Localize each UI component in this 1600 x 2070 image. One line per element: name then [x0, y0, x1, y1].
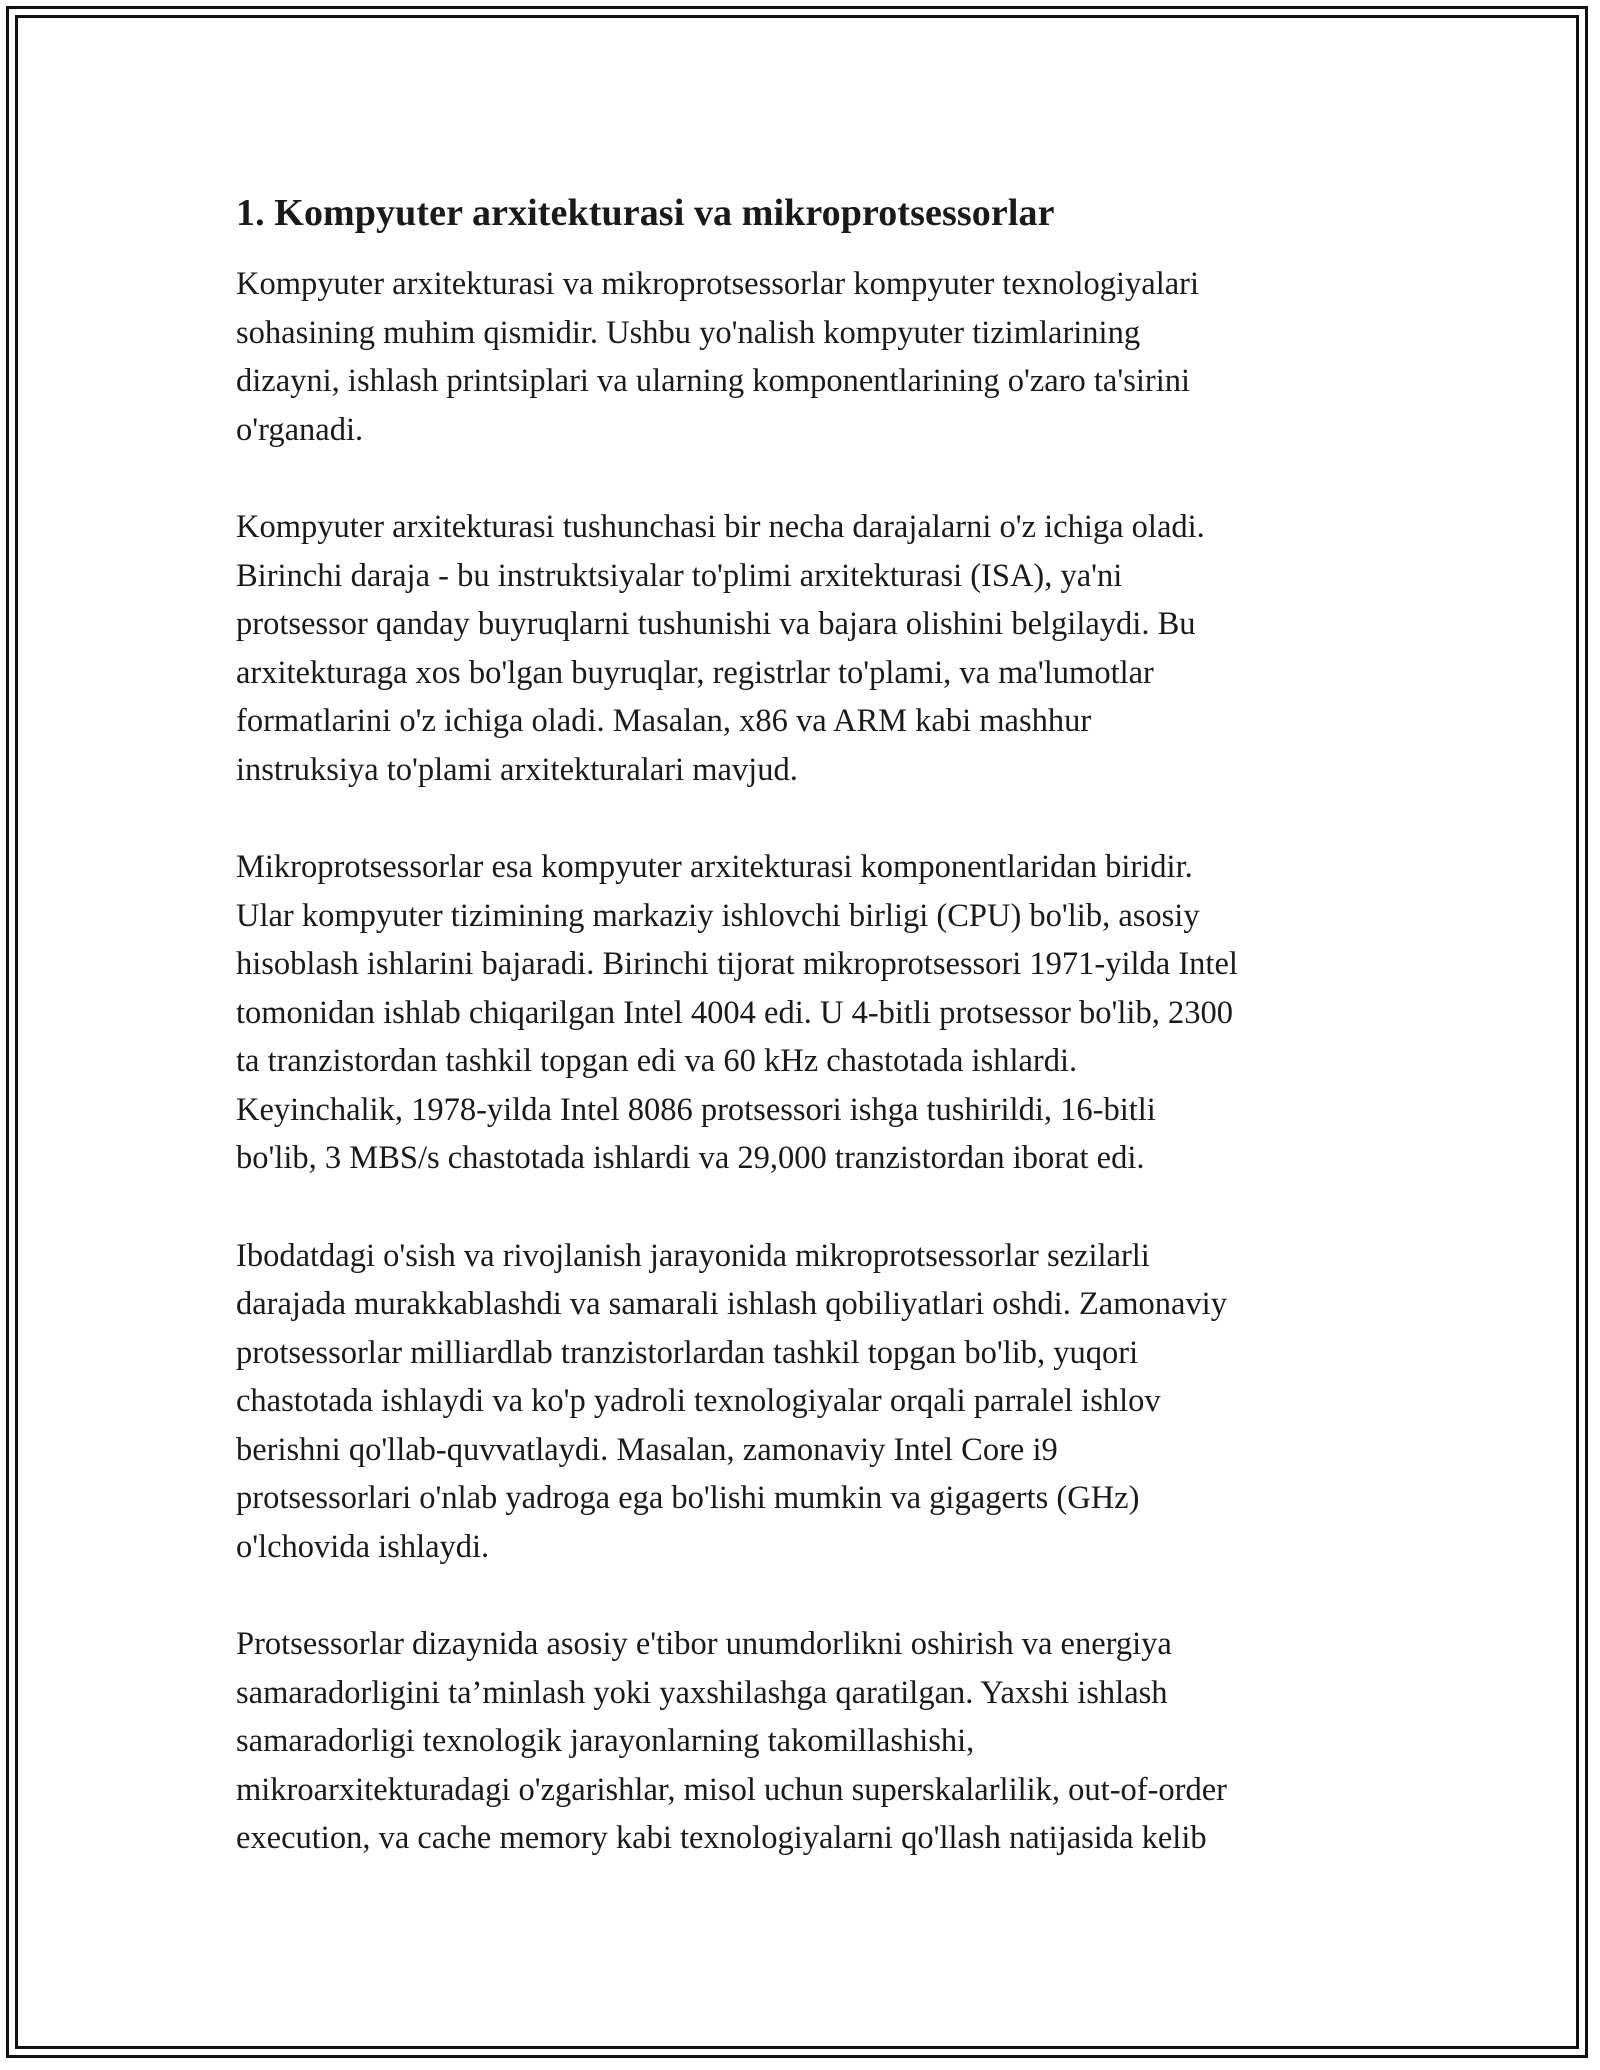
paragraph-architecture-levels	[236, 503, 1376, 794]
document-body	[236, 188, 1376, 1912]
text-line: Protsessorlar dizaynida asosiy e'tibor unumdorlikni oshirish va energiya	[236, 1626, 1172, 1662]
text-line: Ular kompyuter tizimining markaziy ishlovchi birligi (CPU) bo'lib, asosiy	[236, 897, 1200, 934]
text-line: ta tranzistordan tashkil topgan edi va 60 kHz chastotada ishlardi.	[236, 1043, 1078, 1079]
text-line: o'rganadi.	[236, 411, 364, 448]
paragraph-intro	[236, 260, 1376, 454]
text-line: arxitekturaga xos bo'lgan buyruqlar, registrlar to'plami, va ma'lumotlar	[236, 654, 1154, 691]
text-line: bo'lib, 3 MBS/s chastotada ishlardi va 29,000 tranzistordan iborat edi.	[236, 1140, 1145, 1176]
paragraph-microprocessors	[236, 843, 1376, 1183]
text-line: protsessorlari o'nlab yadroga ega bo'lishi mumkin va gigagerts (GHz)	[236, 1480, 1140, 1516]
paragraph-processor-design	[236, 1620, 1376, 1863]
text-line: dizayni, ishlash printsiplari va ularning komponentlarining o'zaro ta'sirini	[236, 363, 1191, 399]
text-line: darajada murakkablashdi va samarali ishlash qobiliyatlari oshdi. Zamonaviy	[236, 1286, 1227, 1322]
section-heading: 1. Kompyuter arxitekturasi va mikroprotsessorlar	[236, 192, 1055, 234]
text-line: berishni qo'llab-quvvatlaydi. Masalan, zamonaviy Intel Core i9	[236, 1431, 1058, 1468]
text-line: Birinchi daraja - bu instruktsiyalar to'plimi arxitekturasi (ISA), ya'ni	[236, 557, 1123, 594]
text-line: sohasining muhim qismidir. Ushbu yo'nalish kompyuter tizimlarining	[236, 314, 1141, 351]
text-line: mikroarxitekturadagi o'zgarishlar, misol uchun superskalarlilik, out-of-order	[236, 1771, 1227, 1808]
text-line: formatlarini o'z ichiga oladi. Masalan, x86 va ARM kabi mashhur	[236, 703, 1092, 739]
text-line: chastotada ishlaydi va ko'p yadroli texnologiyalar orqali parralel ishlov	[236, 1383, 1161, 1419]
paragraph-modern-processors	[236, 1232, 1376, 1572]
text-line: Keyinchalik, 1978-yilda Intel 8086 protsessori ishga tushirildi, 16-bitli	[236, 1091, 1156, 1128]
text-line: protsessorlar milliardlab tranzistorlardan tashkil topgan bo'lib, yuqori	[236, 1334, 1139, 1371]
text-line: protsessor qanday buyruqlarni tushunishi va bajara olishini belgilaydi. Bu	[236, 606, 1196, 642]
text-line: Kompyuter arxitekturasi tushunchasi bir necha darajalarni o'z ichiga oladi.	[236, 509, 1205, 545]
text-line: Kompyuter arxitekturasi va mikroprotsessorlar kompyuter texnologiyalari	[236, 266, 1200, 302]
text-line: samaradorligi texnologik jarayonlarning takomillashishi,	[236, 1723, 975, 1759]
text-line: Ibodatdagi o'sish va rivojlanish jarayonida mikroprotsessorlar sezilarli	[236, 1237, 1150, 1274]
text-line: o'lchovida ishlaydi.	[236, 1528, 490, 1565]
text-line: hisoblash ishlarini bajaradi. Birinchi tijorat mikroprotsessori 1971-yilda Intel	[236, 946, 1238, 982]
text-line: tomonidan ishlab chiqarilgan Intel 4004 edi. U 4-bitli protsessor bo'lib, 2300	[236, 994, 1233, 1031]
text-line: Mikroprotsessorlar esa kompyuter arxitekturasi komponentlaridan biridir.	[236, 849, 1193, 885]
text-line: instruksiya to'plami arxitekturalari mavjud.	[236, 751, 798, 788]
text-line: execution, va cache memory kabi texnologiyalarni qo'llash natijasida kelib	[236, 1820, 1207, 1856]
text-line: samaradorligini ta’minlash yoki yaxshilashga qaratilgan. Yaxshi ishlash	[236, 1674, 1168, 1711]
